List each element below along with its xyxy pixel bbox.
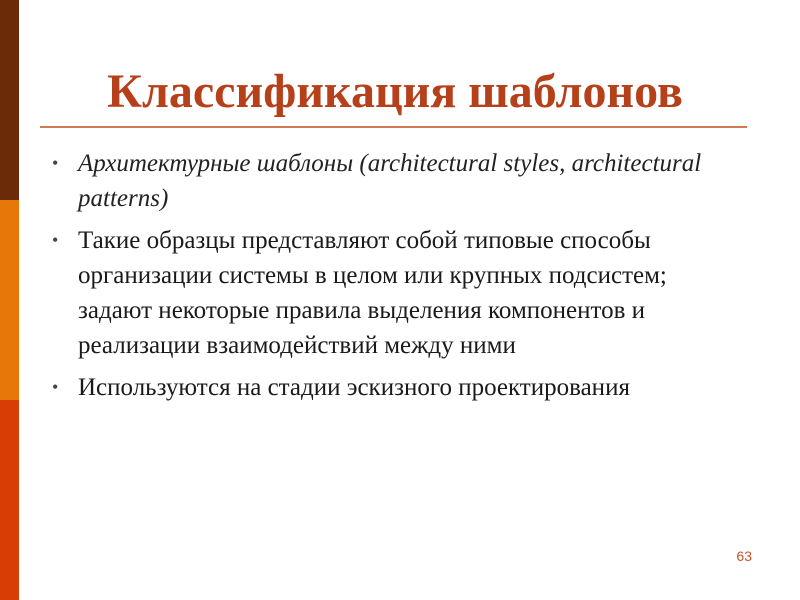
title-underline [40, 126, 747, 128]
accent-bar-top [0, 0, 19, 200]
page-number: 63 [736, 548, 752, 564]
accent-bar-bottom [0, 400, 19, 600]
bullet-item-description [52, 223, 732, 363]
bullet-text: Архитектурные шаблоны (architectural styles, architectural patterns) [78, 150, 702, 212]
bullet-item-usage-stage [52, 370, 732, 405]
bullet-text: Такие образцы представляют собой типовые способы организации системы в целом или крупных подсистем; задают некоторые правила выделения компонентов и реализации взаимодействий между ними [78, 227, 667, 359]
bullet-dot-icon: • [52, 230, 59, 250]
accent-bar-middle [0, 200, 19, 400]
bullet-dot-icon: • [52, 153, 59, 173]
bullet-dot-icon: • [52, 377, 59, 397]
bullet-item-architectural-patterns [52, 146, 732, 216]
slide-title: Классификация шаблонов [107, 65, 683, 118]
bullet-list [52, 146, 732, 412]
bullet-text: Используются на стадии эскизного проектирования [78, 374, 630, 401]
